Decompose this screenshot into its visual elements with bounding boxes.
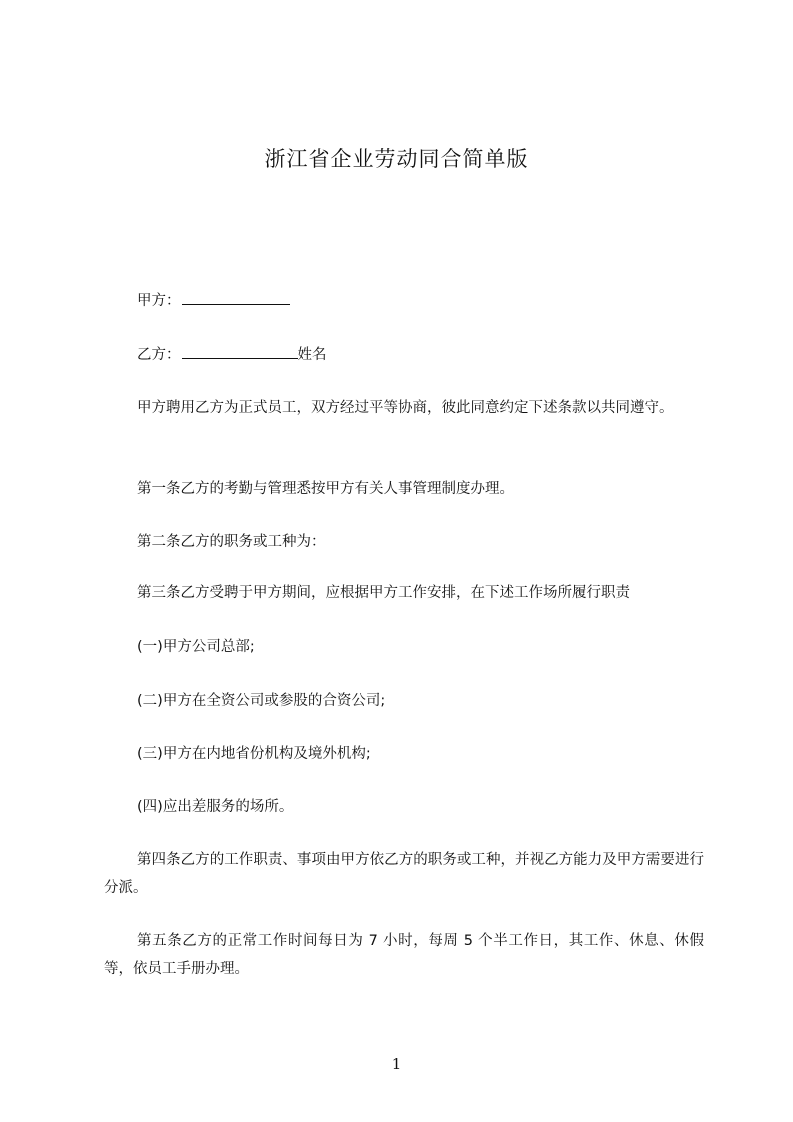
- article-1: 第一条乙方的考勤与管理悉按甲方有关人事管理制度办理。: [137, 481, 514, 497]
- intro-paragraph: 甲方聘用乙方为正式员工，双方经过平等协商，彼此同意约定下述条款以共同遵守。: [137, 400, 674, 416]
- party-a-blank: [182, 290, 290, 305]
- article-2: 第二条乙方的职务或工种为：: [137, 534, 326, 550]
- party-b-line: [137, 344, 327, 365]
- party-b-blank: [182, 344, 298, 359]
- article-5: 第五条乙方的正常工作时间每日为 7 小时，每周 5 个半工作日，其工作、休息、休假等，依员工手册办理。: [104, 933, 704, 977]
- list-item-4: (四)应出差服务的场所。: [137, 799, 294, 815]
- document-title: 浙江省企业劳动同合简单版: [264, 147, 529, 171]
- list-item-2: (二)甲方在全资公司或参股的合资公司;: [137, 693, 386, 709]
- party-b-label: 乙方：: [137, 347, 181, 363]
- article-4: 第四条乙方的工作职责、事项由甲方依乙方的职务或工种，并视乙方能力及甲方需要进行分派。: [104, 852, 704, 896]
- article-3: 第三条乙方受聘于甲方期间，应根据甲方工作安排，在下述工作场所履行职责: [137, 585, 630, 601]
- list-item-1: (一)甲方公司总部;: [137, 639, 255, 655]
- party-a-label: 甲方：: [137, 293, 181, 309]
- party-b-name-suffix: 姓名: [297, 347, 327, 363]
- page-number: 1: [391, 1055, 402, 1073]
- list-item-3: (三)甲方在内地省份机构及境外机构;: [137, 746, 371, 762]
- party-a-line: [137, 290, 290, 311]
